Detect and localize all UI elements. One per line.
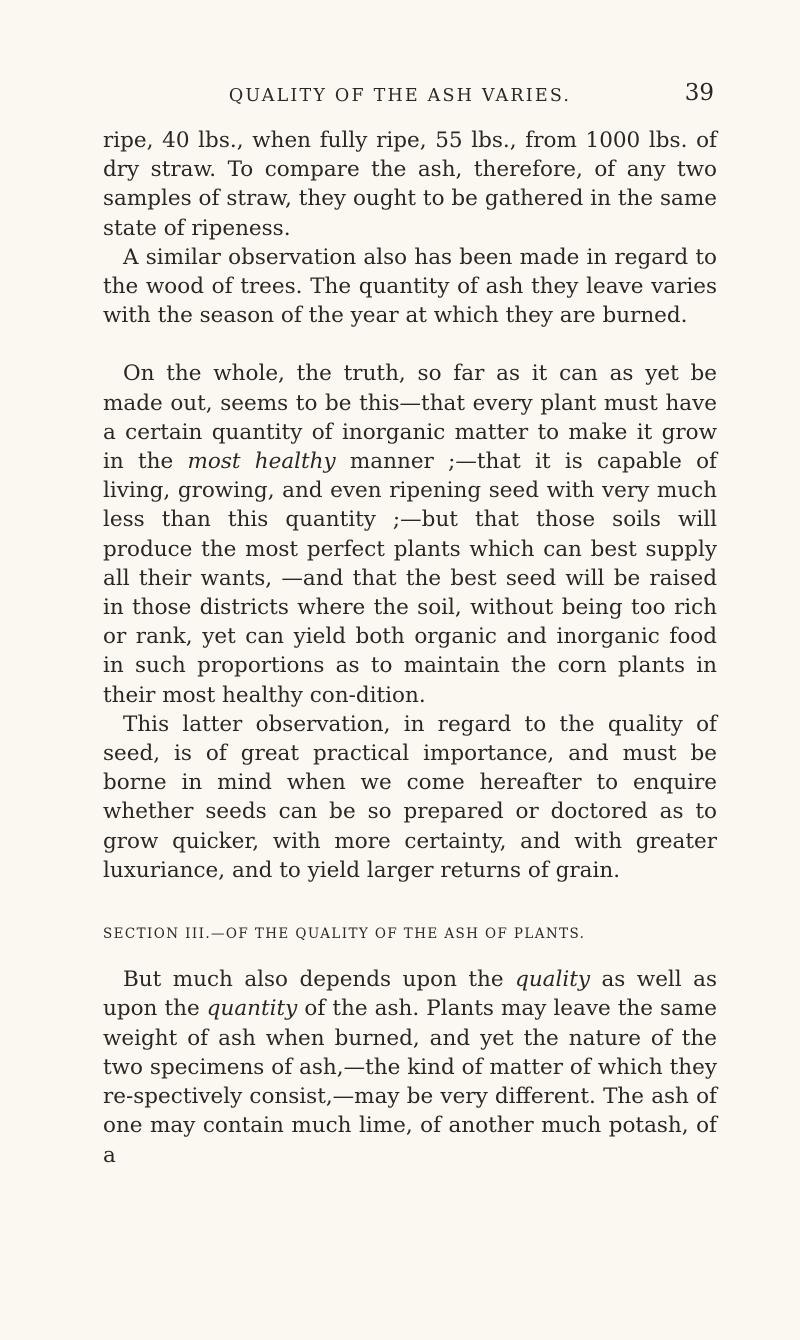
italic-word: quality bbox=[515, 967, 591, 993]
paragraph-quality-of-seed: This latter observation, in regard to the quality of seed, is of great practical importance, and must be borne in mind when we come hereafter to enquire whether seeds can be so prepared or doctored as to grow quicker, with more certainty, and with greater luxuriance, and to yield larger returns of grain. bbox=[103, 711, 717, 883]
paragraph-quality-of-ash bbox=[103, 965, 717, 1169]
page-header bbox=[0, 80, 800, 110]
section-heading: SECTION III.—OF THE QUALITY OF THE ASH OF PLANTS. bbox=[103, 926, 586, 943]
paragraph-straw-ripeness: ripe, 40 lbs., when fully ripe, 55 lbs., from 1000 lbs. of dry straw. To compare the ash, therefore, of any two samples of straw, they ought to be gathered in the same state of ripeness. bbox=[103, 128, 717, 241]
paragraph-text: as well as upon the bbox=[103, 967, 717, 1022]
paragraph-text: But much also depends upon the bbox=[123, 967, 516, 993]
paragraph-inorganic-matter bbox=[103, 359, 717, 709]
paragraph-text: of the ash. Plants may leave the same weight of ash when burned, and yet the nature of the two specimens of ash,—the kind of matter of which they re-spectively consist,—may be very different. The ash of one may contain much lime, of another much potash, of a bbox=[103, 996, 718, 1168]
italic-phrase: most healthy bbox=[187, 449, 336, 475]
paragraph-text: manner ;—that it is capable of living, growing, and even ripening seed with very much less than this quantity ;—but that those soils will produce the most perfect plants which can best supply all their wants, —and that the best seed will be raised in those districts where the soil, without being too rich or rank, yet can yield both organic and inorganic food in such proportions as to maintain the corn plants in their most healthy con-dition. bbox=[103, 449, 717, 708]
paragraph-text: On the whole, the truth, so far as it can as yet be made out, seems to be this—that every plant must have a certain quantity of inorganic matter to make it grow in the bbox=[103, 361, 717, 475]
italic-word: quantity bbox=[206, 996, 298, 1022]
running-head: QUALITY OF THE ASH VARIES. bbox=[228, 86, 572, 106]
page-number: 39 bbox=[684, 80, 714, 106]
page-body bbox=[103, 126, 717, 1170]
paragraph-wood-of-trees: A similar observation also has been made in regard to the wood of trees. The quantity of ash they leave varies with the season of the year at which they are burned. bbox=[103, 244, 717, 329]
